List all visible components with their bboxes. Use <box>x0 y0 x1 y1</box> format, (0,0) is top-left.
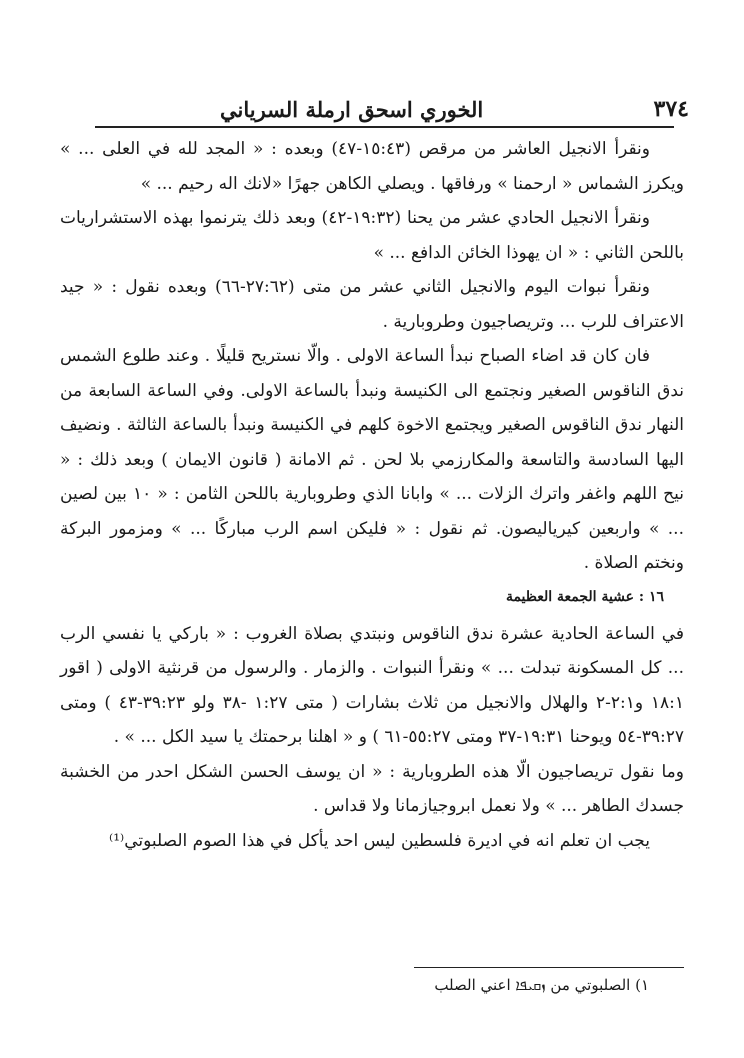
paragraph: وما نقول تريصاجيون الّا هذه الطروبارية : « ان يوسف الحسن الشكل احدر من الخشبة جسدك الطاهر ... » ولا نعمل ابروجيازمانا ولا قداس . <box>60 761 684 816</box>
page-number: ٣٧٤ <box>653 96 689 122</box>
paragraph: فان كان قد اضاء الصباح نبدأ الساعة الاولى . والّا نستريح قليلًا . وعند طلوع الشمس ندق الناقوس الصغير ونجتمع الى الكنيسة ونبدأ بالساعة الاولى. وفي الساعة السابعة من النهار ندق الناقوس الصغير ويجتمع الاخوة كلهم في الكنيسة ونبدأ بالساعة الثالثة . ونضيف اليها السادسة والتاسعة والمكارزمي بلا لحن . ثم الامانة ( قانون الايمان ) وبعد ذلك : « نيح اللهم واغفر واترك الزلات ... » وابانا الذي وطروبارية باللحن الثامن : « ١٠ بين لصين ... » واربعين كيرياليصون. ثم نقول : « فليكن اسم الرب مباركًا ... » ومزمور البركة ونختم الصلاة . <box>60 346 684 573</box>
body-text <box>60 132 684 858</box>
paragraph: ونقرأ نبوات اليوم والانجيل الثاني عشر من متى (٢٧:٦٢-٦٦) وبعده نقول : « جيد الاعتراف للرب ... وتريصاجيون وطروبارية . <box>60 277 684 332</box>
section-heading: ١٦ : عشية الجمعة العظيمة <box>505 588 664 605</box>
header-rule <box>95 126 674 128</box>
footnote: ١) الصلبوتي من ܙܩܝܦܐ اعني الصلب <box>434 976 649 994</box>
running-title: الخوري اسحق ارملة السرياني <box>220 97 484 122</box>
footnote-rule <box>414 967 684 968</box>
paragraph: ونقرأ الانجيل الحادي عشر من يحنا (١٩:٣٢-٤٢) وبعد ذلك يترنموا بهذه الاستشراريات باللحن الثاني : « ان يهوذا الخائن الدافع ... » <box>60 208 684 263</box>
page-header <box>60 82 689 126</box>
paragraph: في الساعة الحادية عشرة ندق الناقوس ونبتدي بصلاة الغروب : « باركي يا نفسي الرب ... كل المسكونة تبدلت ... » ونقرأ النبوات . والزمار . والرسول من قرنثية الاولى ( اقور ١٨:١ و٢:١-٢ والهلال والانجيل من ثلاث بشارات ( متى ١:٢٧ -٣٨ ولو ٣٩:٢٣-٤٣ ) ومتى ٣٩:٢٧-٥٤ ويوحنا ١٩:٣١-٣٧ ومتى ٥٥:٢٧-٦١ ) و « اهلنا برحمتك يا سيد الكل ... » . <box>60 623 684 747</box>
paragraph: ونقرأ الانجيل العاشر من مرقص (١٥:٤٣-٤٧) وبعده : « المجد لله في العلى ... » ويكرز الشماس « ارحمنا » ورفاقها . ويصلي الكاهن جهرًا «لانك اله رحيم ... » <box>60 139 684 194</box>
paragraph: يجب ان تعلم انه في اديرة فلسطين ليس احد يأكل في هذا الصوم الصلبوتي⁽¹⁾ <box>109 830 650 851</box>
